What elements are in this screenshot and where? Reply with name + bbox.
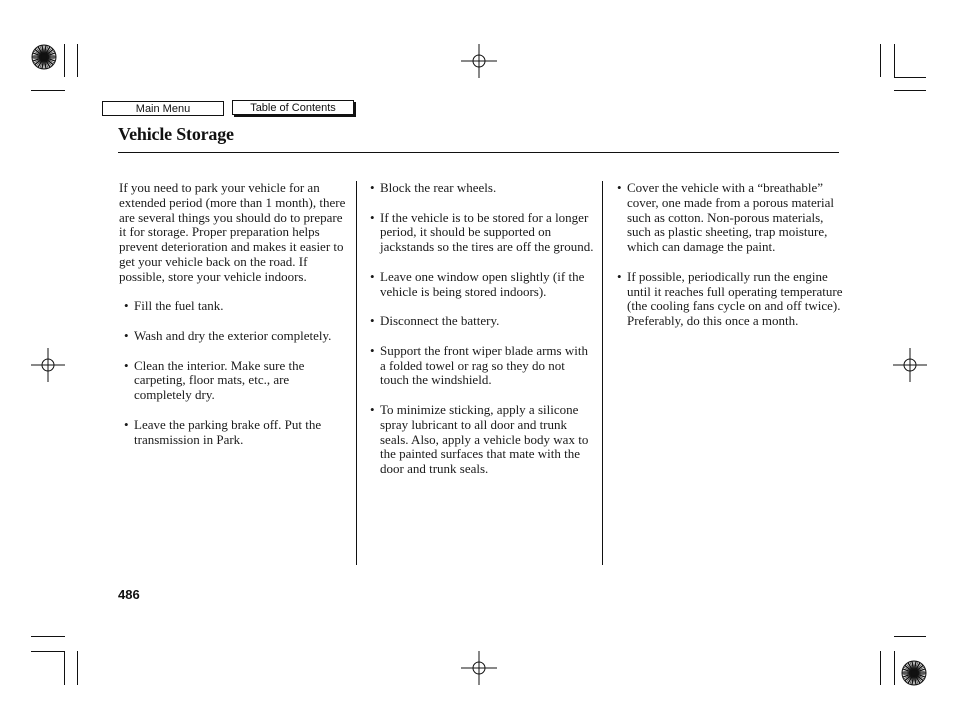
list-item: • If the vehicle is to be stored for a longer period, it should be supported on jackstands so the tires are off the ground. — [370, 211, 594, 255]
registration-mark-top — [461, 44, 497, 78]
main-menu-button[interactable]: Main Menu — [102, 101, 224, 116]
list-item: • Leave the parking brake off. Put the transmission in Park. — [124, 418, 347, 448]
list-item: • Support the front wiper blade arms with a folded towel or rag so they do not touch the windshield. — [370, 344, 594, 388]
list-item: • To minimize sticking, apply a silicone spray lubricant to all door and trunk seals. Also, apply a vehicle body wax to the painted surfaces that mate with the door and trunk seals. — [370, 403, 594, 477]
starburst-mark-bottom-right — [901, 660, 927, 686]
column-divider-2 — [602, 181, 603, 565]
intro-paragraph: If you need to park your vehicle for an extended period (more than 1 month), there are several things you should do to prepare it for storage. Proper preparation helps prevent deterioration and makes it easier to get your vehicle back on the road. If possible, store your vehicle indoors. — [119, 180, 346, 284]
left-column — [119, 181, 347, 447]
page-title: Vehicle Storage — [118, 124, 234, 144]
starburst-mark-top-left — [31, 44, 57, 70]
registration-mark-left — [31, 348, 65, 382]
title-rule — [118, 152, 839, 153]
list-item: • Cover the vehicle with a “breathable” cover, one made from a porous material such as cotton. Non-porous materials, such as plastic sheeting, trap moisture, which can damage the paint. — [617, 181, 843, 255]
right-column — [617, 181, 843, 329]
table-of-contents-button[interactable]: Table of Contents — [232, 100, 354, 115]
list-item: • Fill the fuel tank. — [124, 299, 347, 314]
list-item: • Disconnect the battery. — [370, 314, 594, 329]
list-item: • Clean the interior. Make sure the carpeting, floor mats, etc., are completely dry. — [124, 359, 347, 403]
registration-mark-bottom — [461, 651, 497, 685]
registration-mark-right — [893, 348, 927, 382]
middle-column — [370, 181, 594, 477]
page-number: 486 — [118, 587, 140, 602]
list-item: • If possible, periodically run the engine until it reaches full operating temperature (the cooling fans cycle on and off twice). Preferably, do this once a month. — [617, 270, 843, 329]
column-divider-1 — [356, 181, 357, 565]
list-item: • Block the rear wheels. — [370, 181, 594, 196]
list-item: • Leave one window open slightly (if the vehicle is being stored indoors). — [370, 270, 594, 300]
list-item: • Wash and dry the exterior completely. — [124, 329, 347, 344]
